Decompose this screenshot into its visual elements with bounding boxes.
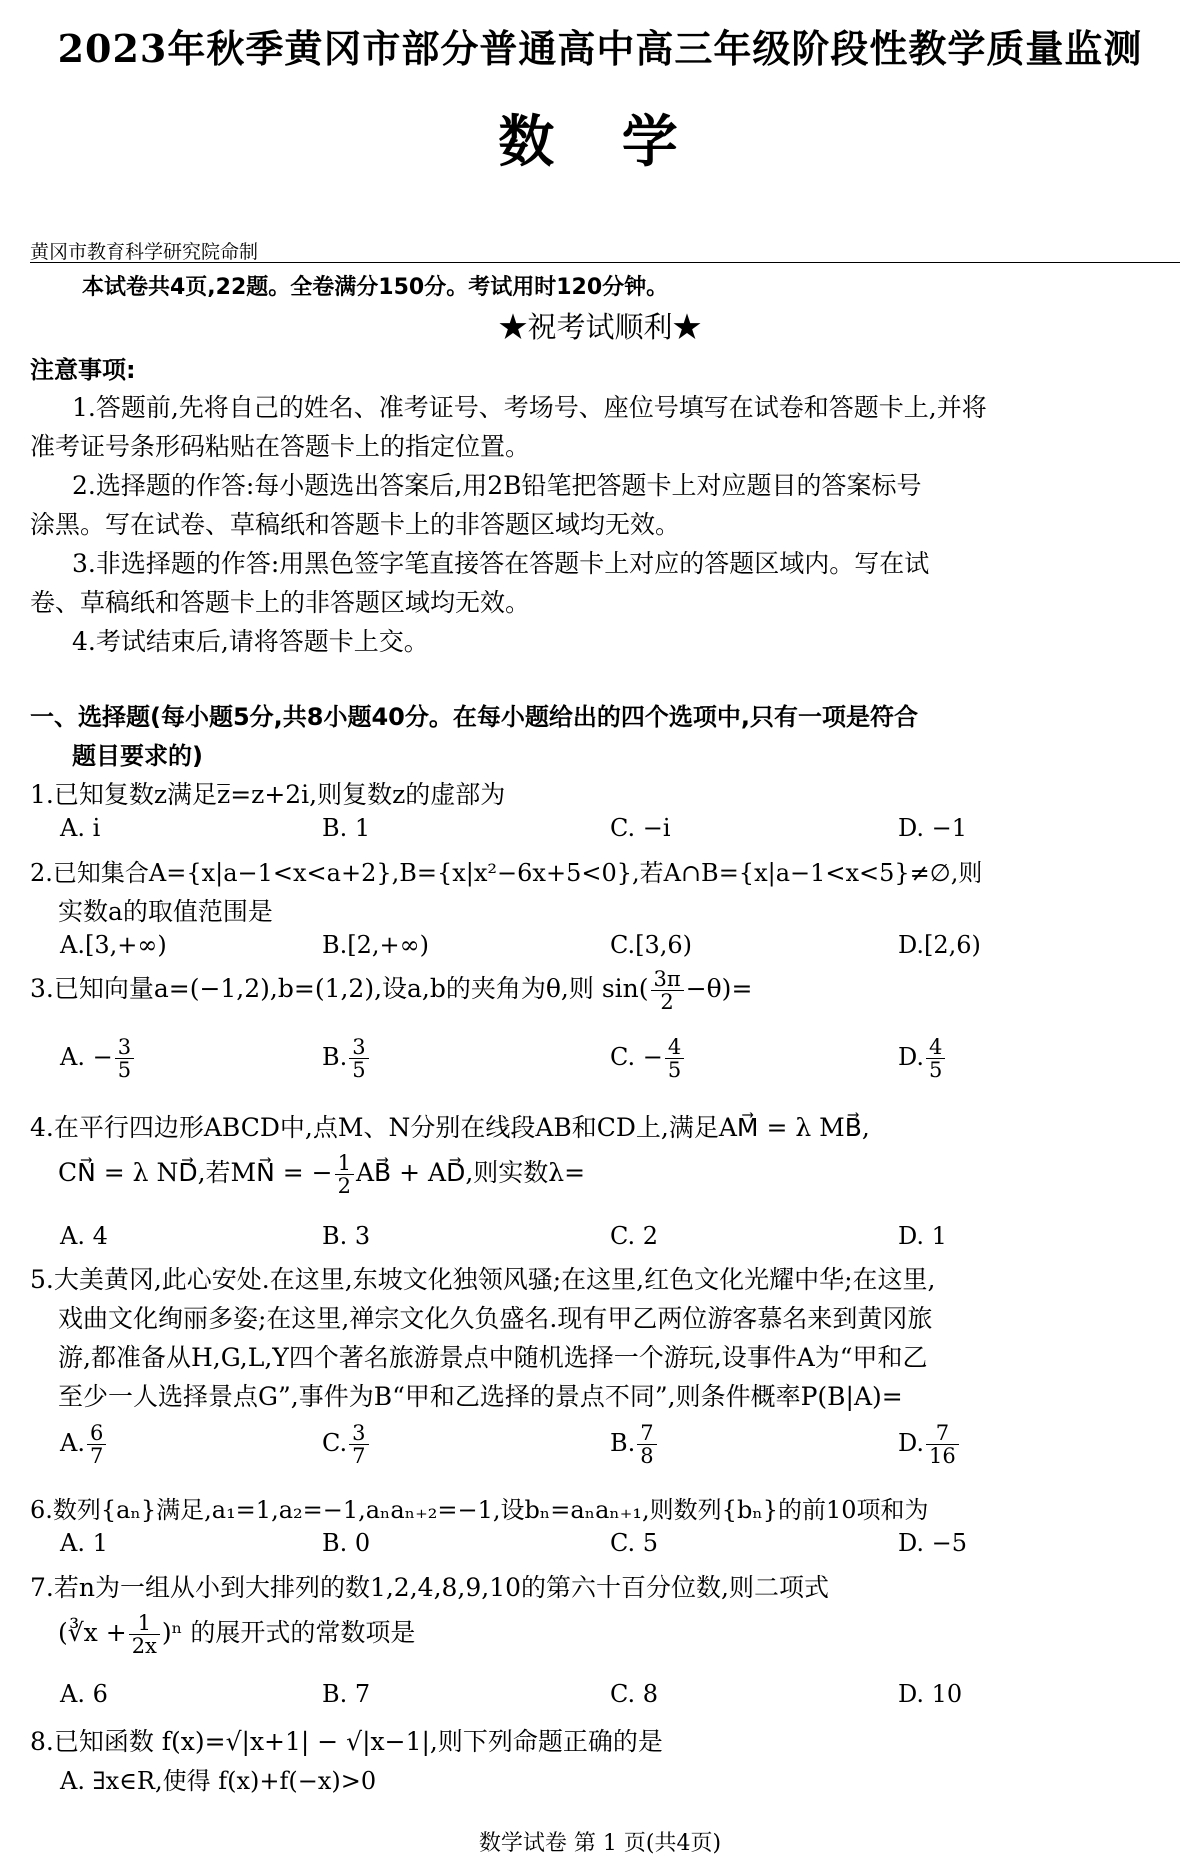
option-c: C.[3,6) xyxy=(610,931,693,959)
option-b: B. 7 xyxy=(322,1680,371,1708)
question-5-stem-cont: 至少一人选择景点G”,事件为B“甲和乙选择的景点不同”,则条件概率P(B|A)= xyxy=(58,1382,903,1411)
question-5-stem-cont: 戏曲文化绚丽多姿;在这里,禅宗文化久负盛名.现有甲乙两位游客慕名来到黄冈旅 xyxy=(58,1304,933,1333)
option-d: D.[2,6) xyxy=(898,931,981,959)
exam-info: 本试卷共4页,22题。全卷满分150分。考试用时120分钟。 xyxy=(82,275,669,300)
question-6-stem: 6.数列{aₙ}满足,a₁=1,a₂=−1,aₙaₙ₊₂=−1,设bₙ=aₙaₙ₊₁,则数列{bₙ}的前10项和为 xyxy=(30,1496,929,1524)
option-a: A. i xyxy=(60,814,101,842)
option-c: C. $\frac{3}{7}$ xyxy=(322,1422,371,1467)
option-b: B. $\frac{7}{8}$ xyxy=(610,1422,659,1467)
option-c: C. − $\frac{4}{5}$ xyxy=(610,1036,686,1081)
option-c: C. 5 xyxy=(610,1529,659,1557)
question-2-stem-cont: 实数a的取值范围是 xyxy=(58,897,273,926)
option-d: D. 1 xyxy=(898,1222,947,1250)
notice-line: 3.非选择题的作答:用黑色签字笔直接答在答题卡上对应的答题区域内。写在试 xyxy=(72,549,930,578)
question-7-stem-cont: (∛x + $\frac{1}{2x}$ )ⁿ 的展开式的常数项是 xyxy=(58,1611,416,1659)
option-a: A. 6 xyxy=(60,1680,108,1708)
option-a: A.[3,+∞) xyxy=(60,931,167,959)
option-d: D. $\frac{4}{5}$ xyxy=(898,1036,947,1081)
question-4-stem: 4.在平行四边形ABCD中,点M、N分别在线段AB和CD上,满足AM⃗ = λ MB⃗, xyxy=(30,1113,870,1142)
question-4-stem-cont: CN⃗ = λ ND⃗,若MN⃗ = − $\frac{1}{2}$ AB⃗ + AD⃗,则实数λ= xyxy=(58,1151,586,1199)
option-a: A. − $\frac{3}{5}$ xyxy=(60,1036,136,1081)
option-d: D. 10 xyxy=(898,1680,963,1708)
notice-line: 4.考试结束后,请将答题卡上交。 xyxy=(72,627,429,656)
option-b: B.[2,+∞) xyxy=(322,931,429,959)
option-d: D. −5 xyxy=(898,1529,968,1557)
section-heading-cont: 题目要求的) xyxy=(72,742,203,770)
notice-line: 涂黑。写在试卷、草稿纸和答题卡上的非答题区域均无效。 xyxy=(30,510,681,539)
option-a: A. 1 xyxy=(60,1529,108,1557)
option-d: D. $\frac{7}{16}$ xyxy=(898,1422,961,1467)
fraction: $\frac{3\pi}{2}$ xyxy=(651,968,684,1013)
notice-line: 1.答题前,先将自己的姓名、准考证号、考场号、座位号填写在试卷和答题卡上,并将 xyxy=(72,393,987,422)
page-footer: 数学试卷 第 1 页(共4页) xyxy=(478,1831,722,1856)
exam-maker: 黄冈市教育科学研究院命制 xyxy=(30,241,259,263)
option-c: C. 2 xyxy=(610,1222,659,1250)
question-5-stem: 5.大美黄冈,此心安处.在这里,东坡文化独领风骚;在这里,红色文化光耀中华;在这里, xyxy=(30,1265,936,1294)
subject-title: 数 学 xyxy=(498,110,702,175)
option-b: B. 0 xyxy=(322,1529,371,1557)
option-c: C. 8 xyxy=(610,1680,659,1708)
notice-line: 2.选择题的作答:每小题选出答案后,用2B铅笔把答题卡上对应题目的答案标号 xyxy=(72,471,922,500)
question-8-stem: 8.已知函数 f(x)=√|x+1| − √|x−1|,则下列命题正确的是 xyxy=(30,1727,663,1756)
notice-heading: 注意事项: xyxy=(30,356,136,384)
option-d: D. −1 xyxy=(898,814,968,842)
question-5-stem-cont: 游,都准备从H,G,L,Y四个著名旅游景点中随机选择一个游玩,设事件A为“甲和乙 xyxy=(58,1343,928,1372)
notice-line: 卷、草稿纸和答题卡上的非答题区域均无效。 xyxy=(30,588,531,617)
section-heading: 一、选择题(每小题5分,共8小题40分。在每小题给出的四个选项中,只有一项是符合 xyxy=(30,703,918,731)
option-b: B. 1 xyxy=(322,814,371,842)
question-2-stem: 2.已知集合A={x|a−1<x<a+2},B={x|x²−6x+5<0},若A∩B={x|a−1<x<5}≠∅,则 xyxy=(30,859,983,887)
question-3-stem: 3.已知向量a=(−1,2),b=(1,2),设a,b的夹角为θ,则 sin( $\frac{3\pi}{2}$ −θ)= xyxy=(30,967,753,1015)
notice-line: 准考证号条形码粘贴在答题卡上的指定位置。 xyxy=(30,432,531,461)
good-luck-line: ★祝考试顺利★ xyxy=(498,310,702,344)
option-b: B. 3 xyxy=(322,1222,371,1250)
header-rule xyxy=(30,262,1180,263)
option-c: C. −i xyxy=(610,814,671,842)
option-b: B. $\frac{3}{5}$ xyxy=(322,1036,371,1081)
question-7-stem: 7.若n为一组从小到大排列的数1,2,4,8,9,10的第六十百分位数,则二项式 xyxy=(30,1573,829,1602)
question-1-stem: 1.已知复数z满足z̅=z+2i,则复数z的虚部为 xyxy=(30,780,506,809)
option-a: A. $\frac{6}{7}$ xyxy=(60,1422,108,1467)
option-a: A. 4 xyxy=(60,1222,108,1250)
exam-title: 2023年秋季黄冈市部分普通高中高三年级阶段性教学质量监测 xyxy=(57,26,1143,71)
option-a: A. ∃x∈R,使得 f(x)+f(−x)>0 xyxy=(60,1767,377,1795)
